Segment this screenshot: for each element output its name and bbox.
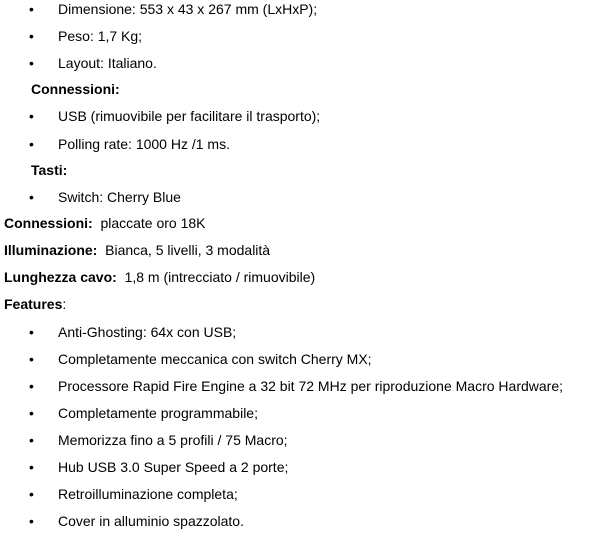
kv-label: Connessioni: [4, 215, 93, 231]
spec-item-text: Layout: Italiano. [58, 55, 157, 71]
spec-item-text: Peso: 1,7 Kg; [58, 28, 143, 44]
bullet-icon: • [29, 55, 34, 71]
features-heading [4, 291, 66, 318]
bullet-icon: • [29, 351, 34, 367]
connessioni-heading: Connessioni: [31, 81, 120, 97]
tasti-heading: Tasti: [31, 162, 68, 178]
bullet-icon: • [29, 136, 34, 152]
bullet-icon: • [29, 189, 34, 205]
feature-item-text: Completamente programmabile; [58, 405, 258, 421]
kv-value: Bianca, 5 livelli, 3 modalità [105, 242, 271, 258]
feature-item-text: Memorizza fino a 5 profili / 75 Macro; [58, 432, 288, 448]
kv-label: Illuminazione: [4, 242, 98, 258]
spec-item-text: Dimensione: 553 x 43 x 267 mm (LxHxP); [58, 1, 318, 17]
connessioni-item-text: Polling rate: 1000 Hz /1 ms. [58, 136, 230, 152]
bullet-icon: • [29, 324, 34, 340]
bullet-icon: • [29, 486, 34, 502]
bullet-icon: • [29, 28, 34, 44]
kv-lunghezza-cavo [4, 264, 315, 291]
bullet-icon: • [29, 378, 34, 394]
connessioni-item-text: USB (rimuovibile per facilitare il trasporto); [58, 108, 321, 124]
features-heading-suffix: : [62, 296, 67, 312]
bullet-icon: • [29, 108, 34, 124]
bullet-icon: • [29, 513, 34, 529]
bullet-icon: • [29, 405, 34, 421]
bullet-icon: • [29, 432, 34, 448]
bullet-icon: • [29, 1, 34, 17]
kv-illuminazione [4, 237, 270, 264]
kv-connessioni [4, 210, 206, 237]
feature-item-text: Retroilluminazione completa; [58, 486, 238, 502]
feature-item-text: Anti-Ghosting: 64x con USB; [58, 324, 237, 340]
kv-value: 1,8 m (intrecciato / rimuovibile) [124, 269, 316, 285]
feature-item-text: Completamente meccanica con switch Cherry MX; [58, 351, 372, 367]
bullet-icon: • [29, 459, 34, 475]
features-heading-label: Features [4, 296, 63, 312]
feature-item-text: Cover in alluminio spazzolato. [58, 513, 244, 529]
feature-item-text: Processore Rapid Fire Engine a 32 bit 72 MHz per riproduzione Macro Hardware; [58, 378, 564, 394]
kv-label: Lunghezza cavo: [4, 269, 117, 285]
feature-item-text: Hub USB 3.0 Super Speed a 2 porte; [58, 459, 289, 475]
kv-value: placcate oro 18K [100, 215, 206, 231]
tasti-item-text: Switch: Cherry Blue [58, 189, 181, 205]
